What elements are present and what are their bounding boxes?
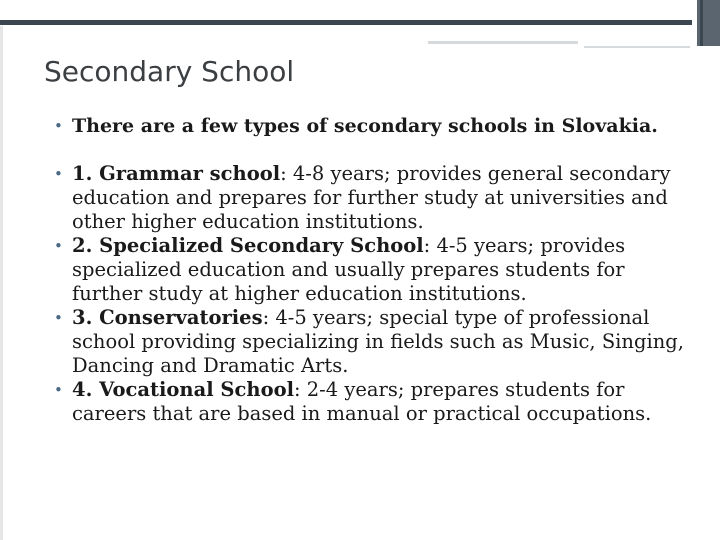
title-accent-line-short [584,46,690,48]
bullet-icon: • [54,165,63,183]
school-type-item [54,162,694,234]
slide-title: Secondary School [44,55,295,88]
school-type-name: 4. Vocational School [72,378,294,401]
corner-decorative-stripe [700,0,703,46]
school-type-name: 2. Specialized Secondary School [72,234,424,257]
title-accent-line [428,41,578,44]
top-decorative-bar [0,20,692,25]
slide-body [54,114,694,426]
school-type-name: 3. Conservatories [72,306,263,329]
school-type-item [54,378,694,426]
bullet-icon: • [54,381,63,399]
intro-bullet [54,114,694,138]
school-type-description: : 2-4 years; prepares students for careers that are based in manual or practical occupations. [72,378,652,425]
school-type-description: : 4-5 years; special type of professional school providing specializing in fields such as Music, Singing, Dancing and Dramatic Arts. [72,306,684,377]
intro-text: There are a few types of secondary schools in Slovakia. [72,115,658,137]
bullet-icon: • [54,309,63,327]
school-type-item [54,234,694,306]
school-type-description: : 4-5 years; provides specialized education and usually prepares students for further study at higher education institutions. [72,234,626,305]
bullet-icon: • [54,237,63,255]
school-type-name: 1. Grammar school [72,162,281,185]
bullet-icon: • [54,117,63,135]
school-type-item [54,306,694,378]
school-type-description: : 4-8 years; provides general secondary education and prepares for further study at universities and other higher education institutions. [72,162,671,233]
left-border-line [0,26,3,540]
